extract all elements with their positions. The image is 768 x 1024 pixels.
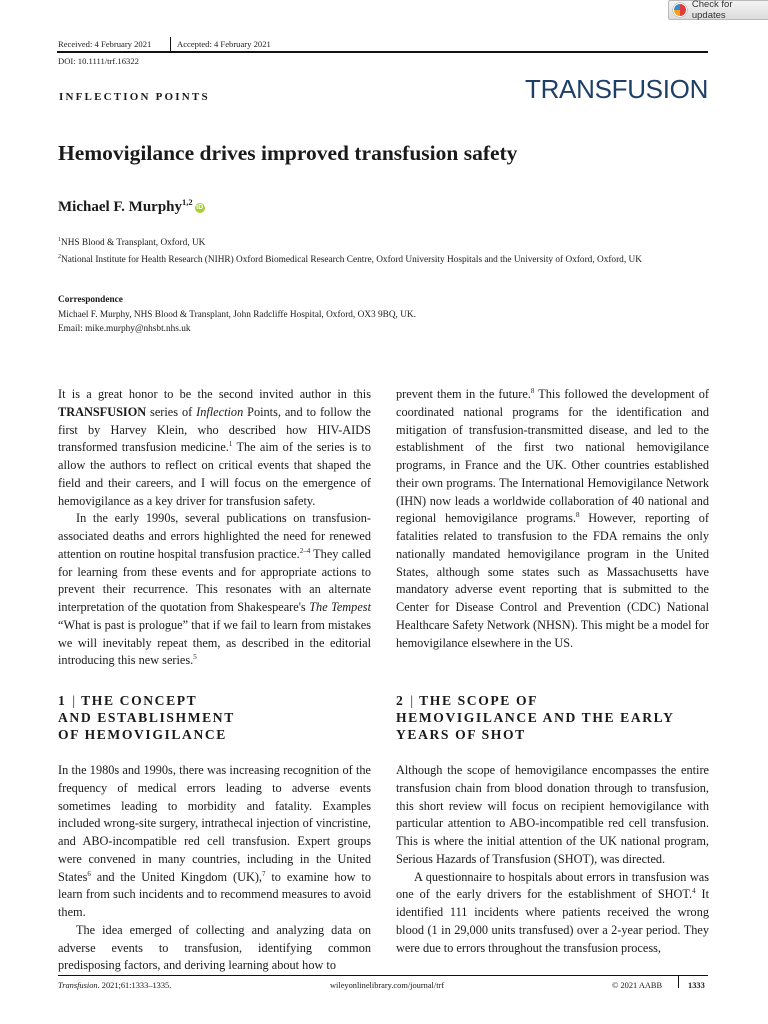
paragraph: It is a great honor to be the second invited author in this TRANSFUSION series of Inflection Points, and to follow the first by Harvey Klein, who described how HIV-AIDS transformed transfusion medicine.$^1$ The aim of the series is to allow the authors to reflect on critical events that shaped the field and their careers, and I will focus on the emergence of hemovigilance as a key driver for transfusion safety. <box>58 387 371 508</box>
paragraph: In the 1980s and 1990s, there was increasing recognition of the frequency of medical errors leading to adverse events sometimes leading to morbidity and fatality. Examples included wrong-site surgery, intrathecal injection of vincristine, and ABO-incompatible red cell transfusion. Expert groups were convened in many countries, including in the United States$^6$ and the United Kingdom (UK),$^7$ to examine how to learn from such incidents and to recommend measures to avoid them. <box>58 763 371 919</box>
doi[interactable]: DOI: 10.1111/trf.16322 <box>58 56 139 66</box>
citation-ref[interactable]: 2–4 <box>299 546 311 555</box>
check-for-updates-label: Check for updates <box>691 0 733 21</box>
affiliation-2: $^2$National Institute for Health Research (NIHR) Oxford Biomedical Research Centre, Oxford University Hospitals and the University of Oxford, Oxford, UK <box>58 254 642 266</box>
citation-ref[interactable]: 8 <box>530 386 535 395</box>
correspondence-heading: Correspondence <box>58 295 123 305</box>
footer-rule <box>58 975 708 976</box>
citation-ref[interactable]: 6 <box>87 869 91 878</box>
header-rule <box>57 51 708 53</box>
citation-ref[interactable]: 1 <box>228 440 233 449</box>
section-1-body <box>58 762 371 975</box>
paragraph: The idea emerged of collecting and analyzing data on adverse events to transfusion, identifying common predisposing factors, and deriving learning about how to <box>58 922 371 973</box>
citation-ref[interactable]: 4 <box>692 887 696 896</box>
paragraph: prevent them in the future.$^8$ This followed the development of coordinated national programs for the identification and mitigation of transfusion-transmitted disease, and led to the establishment of the first two national hemovigilance programs, in France and the UK. Other countries established their own programs. The International Hemovigilance Network (IHN) now leads a worldwide collaboration of 40 national and regional hemovigilance programs.$^8$ However, reporting of fatalities related to transfusion to the FDA remains the only nationally mandated hemovigilance program in the United States, although some states such as Massachusetts have mandatory adverse event reporting that is submitted to the Center for Disease Control and Prevention (CDC) National Healthcare Safety Network (NHSN). This might be a model for hemovigilance elsewhere in the US. <box>396 386 710 650</box>
article-title: Hemovigilance drives improved transfusion safety <box>58 141 518 165</box>
section-tag: INFLECTION POINTS <box>59 91 210 103</box>
footer-citation: Transfusion. 2021;61:1333–1335. <box>58 981 172 990</box>
journal-logo: TRANSFUSION <box>525 74 709 104</box>
section-1-heading: 1 | THE CONCEPT AND ESTABLISHMENT OF HEMOVIGILANCE <box>58 693 235 742</box>
footer-copyright: © 2021 AABB <box>612 981 663 990</box>
section-2-body <box>396 762 709 957</box>
footer-divider <box>678 976 679 988</box>
correspondence-email[interactable]: Email: mike.murphy@nhsbt.nhs.uk <box>58 324 191 334</box>
paragraph: A questionnaire to hospitals about errors in transfusion was one of the early drivers for the establishment of SHOT.$^4$ It identified 111 incidents where patients received the wrong blood (1 in 29,000 units transfused) over a 2-year period. They were due to errors throughout the transfusion process, <box>396 869 709 955</box>
accepted-date: Accepted: 4 February 2021 <box>177 39 271 49</box>
page-number: 1333 <box>688 981 705 990</box>
check-for-updates-button[interactable] <box>668 0 768 20</box>
orcid-icon[interactable]: iD <box>196 204 204 211</box>
received-date: Received: 4 February 2021 <box>58 39 152 49</box>
section-2-heading: 2 | THE SCOPE OF HEMOVIGILANCE AND THE EARLY YEARS OF SHOT <box>396 693 675 742</box>
author-line <box>58 197 205 216</box>
author-name[interactable]: Michael F. Murphy <box>58 199 183 215</box>
author-affiliation-refs: 1,2 <box>182 197 193 207</box>
citation-ref[interactable]: 8 <box>575 511 580 520</box>
left-intro <box>58 386 371 670</box>
crossmark-icon <box>673 3 687 17</box>
citation-ref[interactable]: 7 <box>262 869 266 878</box>
affiliation-1: $^1$NHS Blood & Transplant, Oxford, UK <box>58 237 206 249</box>
footer-url[interactable]: wileyonlinelibrary.com/journal/trf <box>330 981 445 990</box>
right-intro <box>396 386 709 652</box>
citation-ref[interactable]: 5 <box>193 653 197 662</box>
correspondence-address: Michael F. Murphy, NHS Blood & Transplant, John Radcliffe Hospital, Oxford, OX3 9BQ, UK. <box>58 310 416 320</box>
header-divider <box>170 37 171 52</box>
paragraph: In the early 1990s, several publications on transfusion-associated deaths and errors highlighted the need for renewed attention on routine hospital transfusion practice.$^{2-4}$ They called for learning from these events and for appropriate actions to prevent their recurrence. This resonates with an alternate interpretation of the quotation from Shakespeare's The Tempest “What is past is prologue” that if we fail to learn from mistakes we will inevitably repeat them, as described in the editorial introducing this new series.$^5$ <box>58 511 371 668</box>
paragraph: Although the scope of hemovigilance encompasses the entire transfusion chain from blood donation through to transfusion, this short review will focus on recipient hemovigilance with particular attention to ABO-incompatible red cell transfusion. This is where the initial attention of the UK national program, Serious Hazards of Transfusion (SHOT), was directed. <box>396 763 709 866</box>
